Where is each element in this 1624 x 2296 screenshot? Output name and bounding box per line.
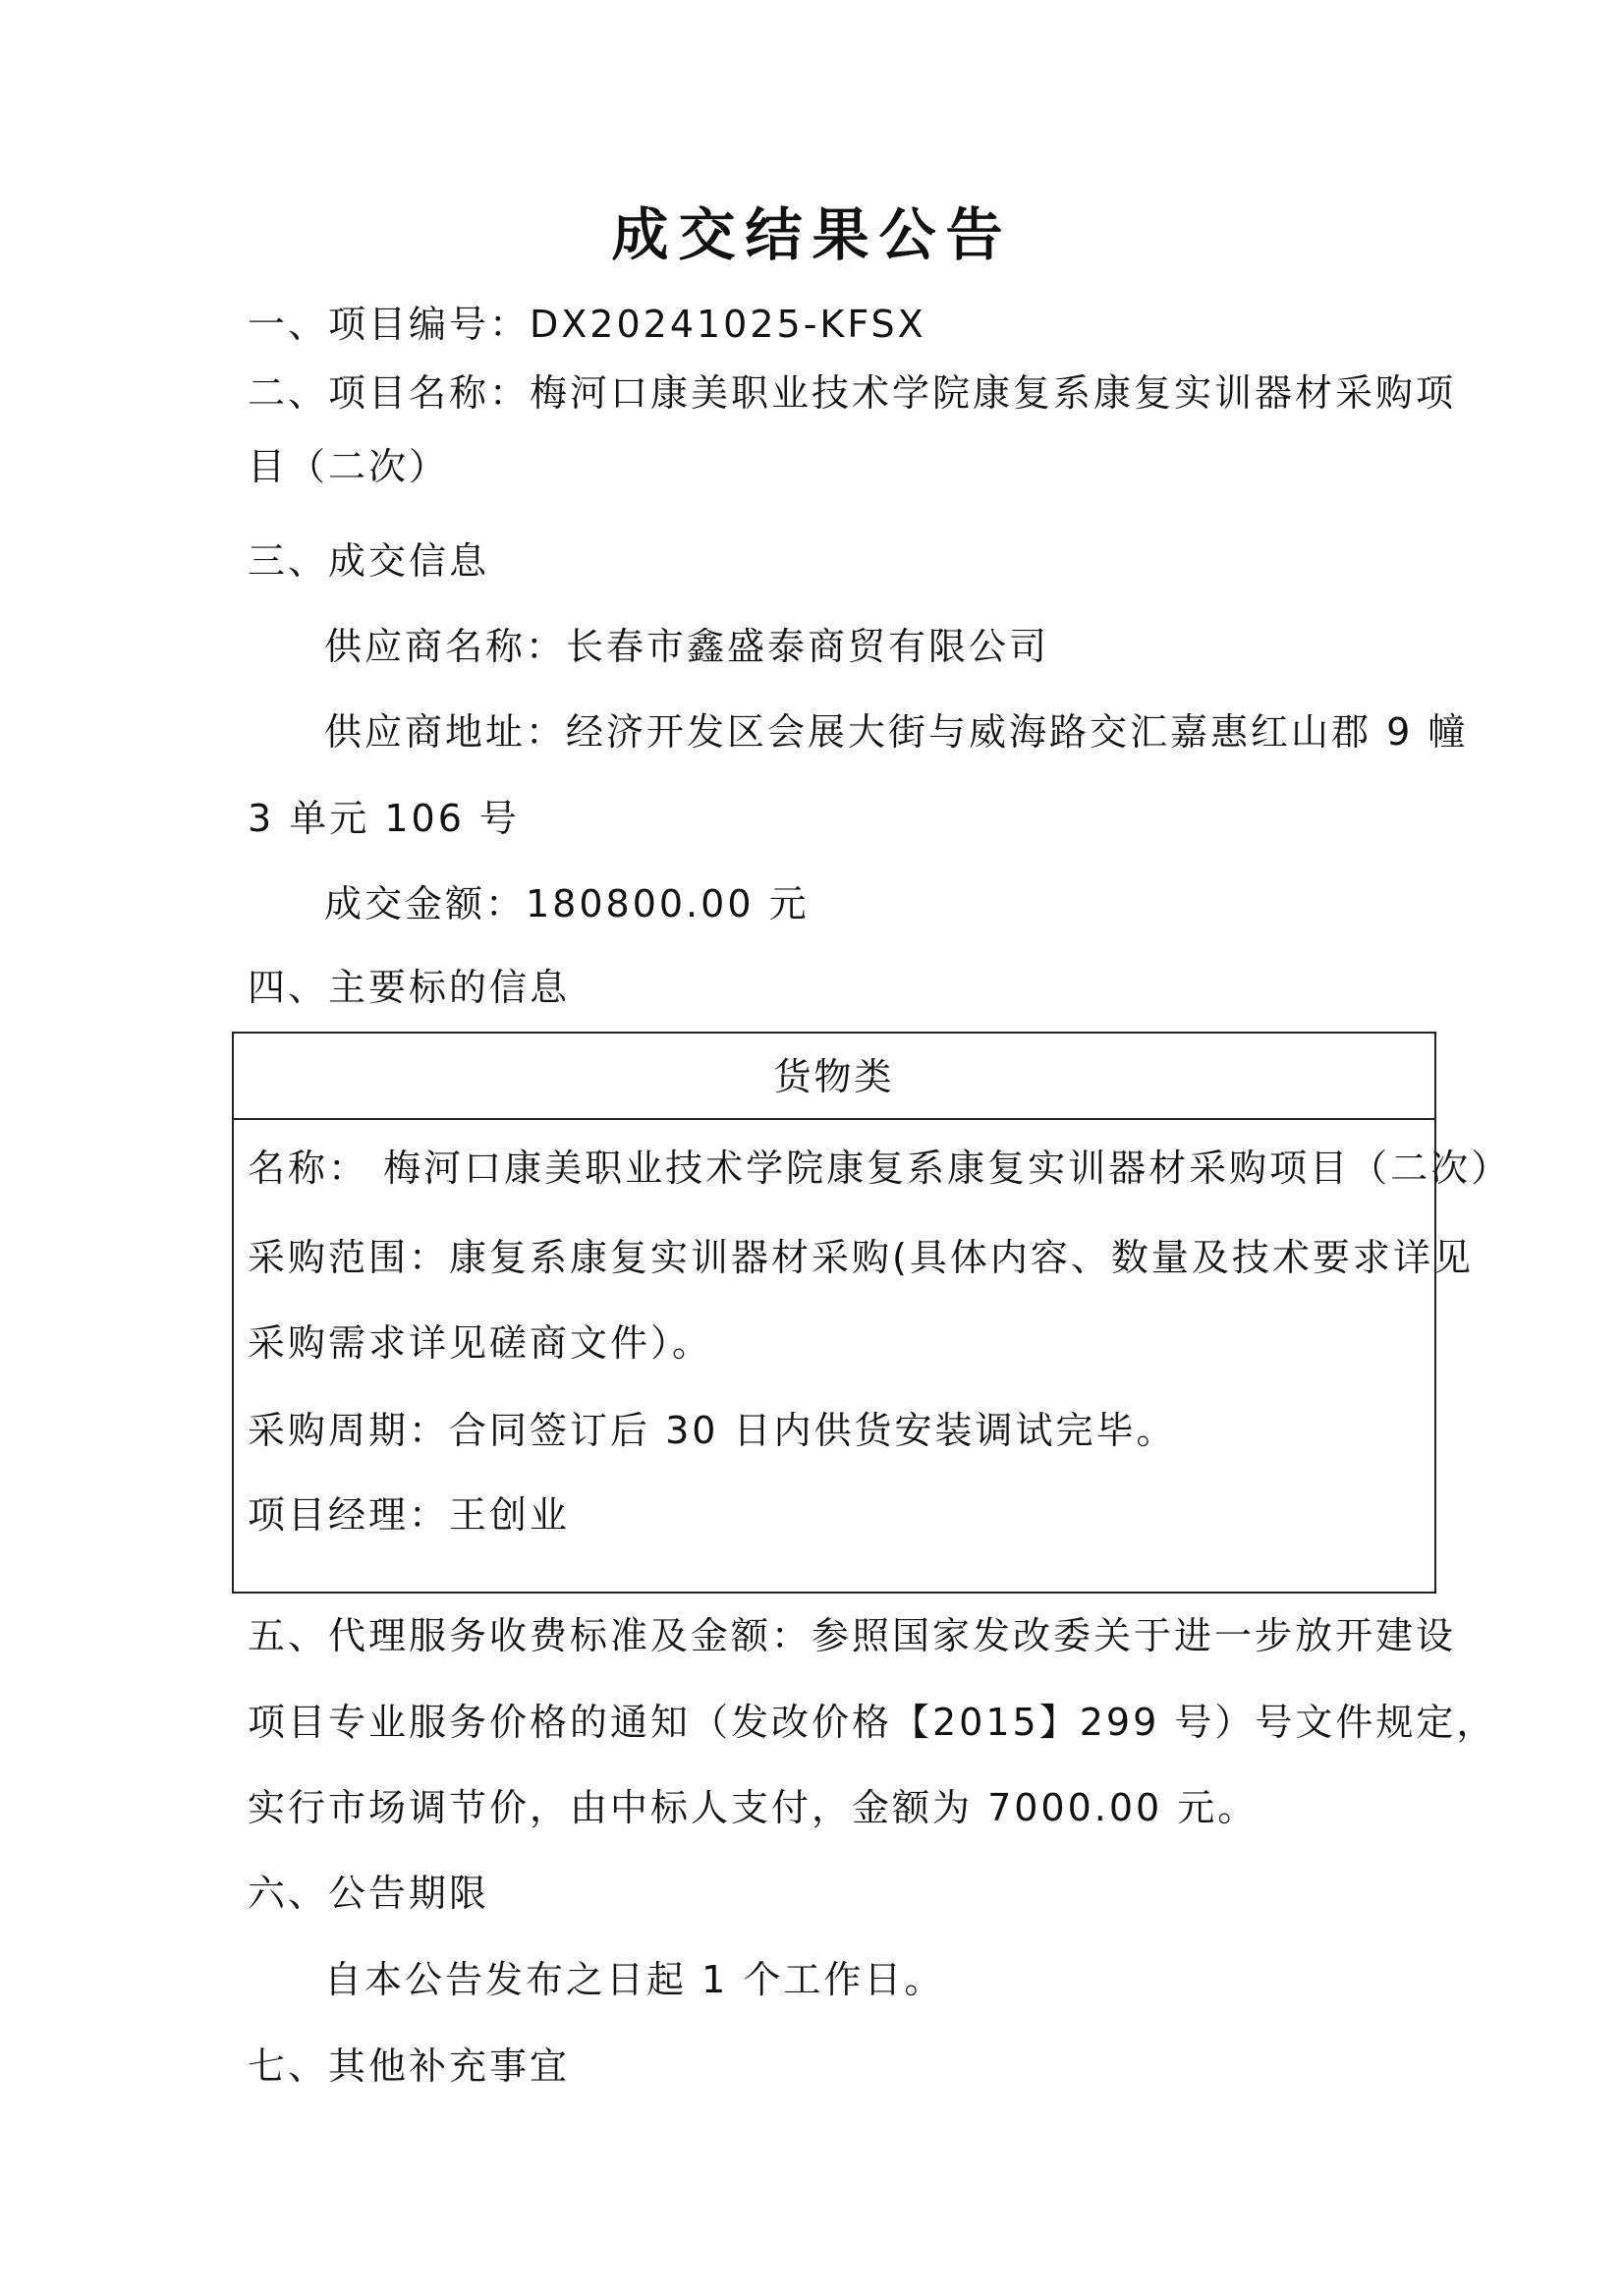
notice-period-heading: 六、公告期限	[248, 1872, 490, 1915]
other-matters-heading: 七、其他补充事宜	[248, 2044, 571, 2088]
project-manager: 项目经理：王创业	[248, 1493, 571, 1537]
supplier-address-line1: 供应商地址：经济开发区会展大街与威海路交汇嘉惠红山郡 9 幢	[324, 710, 1469, 754]
table-header: 货物类	[234, 1034, 1434, 1120]
procurement-scope-line1: 采购范围：康复系康复实训器材采购(具体内容、数量及技术要求详见	[248, 1236, 1474, 1279]
supplier-name: 供应商名称：长春市鑫盛泰商贸有限公司	[324, 625, 1050, 668]
main-subject-heading: 四、主要标的信息	[248, 966, 571, 1009]
agency-fee-line3: 实行市场调节价，由中标人支付，金额为 7000.00 元。	[248, 1786, 1259, 1829]
supplier-address-line2: 3 单元 106 号	[248, 797, 520, 840]
deal-info-heading: 三、成交信息	[248, 539, 490, 583]
project-name-line2: 目（二次）	[248, 445, 450, 488]
notice-period-text: 自本公告发布之日起 1 个工作日。	[324, 1958, 945, 2001]
deal-amount: 成交金额：180800.00 元	[324, 882, 810, 925]
subject-info-table	[232, 1032, 1512, 1594]
project-number: 一、项目编号：DX20241025-KFSX	[248, 303, 926, 346]
subject-name: 名称： 梅河口康美职业技术学院康复系康复实训器材采购项目（二次）	[248, 1147, 1512, 1190]
procurement-scope-line2: 采购需求详见磋商文件）。	[248, 1321, 713, 1365]
agency-fee-line1: 五、代理服务收费标准及金额：参照国家发改委关于进一步放开建设	[248, 1614, 1457, 1657]
page-title: 成交结果公告	[611, 201, 1013, 268]
project-name-line1: 二、项目名称：梅河口康美职业技术学院康复系康复实训器材采购项	[248, 371, 1457, 415]
procurement-period: 采购周期：合同签订后 30 日内供货安装调试完毕。	[248, 1409, 1177, 1452]
agency-fee-line2: 项目专业服务价格的通知（发改价格【2015】299 号）号文件规定，	[248, 1701, 1497, 1744]
